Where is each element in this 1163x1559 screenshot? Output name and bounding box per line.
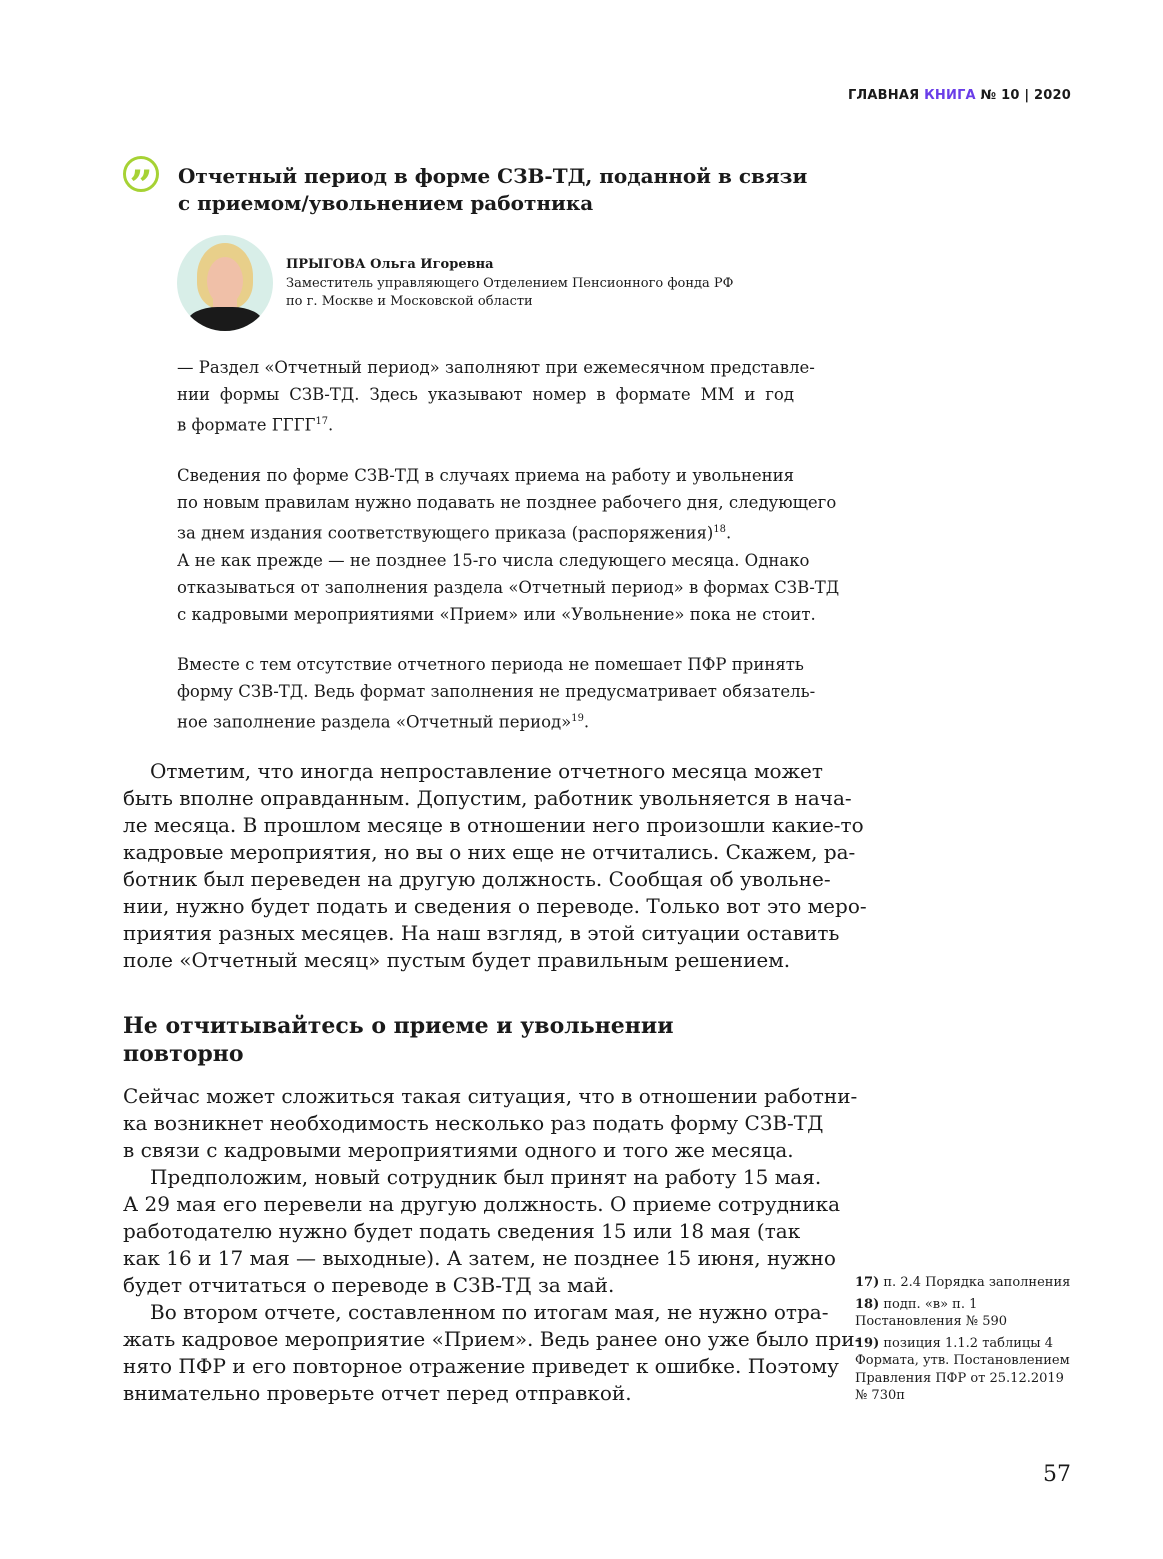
section-heading (123, 1012, 674, 1068)
footnote: 17) п. 2.4 Порядка заполнения (855, 1275, 1071, 1290)
text-line: будет отчитаться о переводе в СЗВ-ТД за май. (123, 1273, 615, 1297)
text-line: быть вполне оправданным. Допустим, работник увольняется в нача- (123, 786, 852, 810)
text-line: приятия разных месяцев. На наш взгляд, в этой ситуации оставить (123, 921, 840, 945)
brand-accent: КНИГА (924, 88, 976, 103)
title-line: с приемом/увольнением работника (178, 191, 594, 215)
author-position: Заместитель управляющего Отделением Пенсионного фонда РФ (286, 275, 734, 291)
brand-main: ГЛАВНАЯ (847, 88, 920, 103)
quote-icon: ” (123, 156, 159, 192)
text-line: ле месяца. В прошлом месяце в отношении него произошли какие-то (123, 813, 864, 837)
text-line: ботник был переведен на другую должность. Сообщая об увольне- (123, 867, 831, 891)
quote-paragraph (177, 462, 840, 628)
page-number: 57 (1043, 1462, 1071, 1487)
text-line: работодателю нужно будет подать сведения 15 или 18 мая (так (123, 1219, 801, 1243)
text-line: кадровые мероприятия, но вы о них еще не отчитались. Скажем, ра- (123, 840, 856, 864)
text-line: форму СЗВ-ТД. Ведь формат заполнения не предусматривает обязатель- (177, 682, 816, 701)
footnote: 18) подп. «в» п. 1 Постановления № 590 (855, 1296, 1008, 1329)
text-line: Предположим, новый сотрудник был принят на работу 15 мая. (150, 1165, 822, 1189)
author-position: по г. Москве и Московской области (286, 294, 533, 309)
text-line: нии формы СЗВ-ТД. Здесь указывают номер в формате ММ и год (177, 385, 794, 404)
text-line: внимательно проверьте отчет перед отправкой. (123, 1381, 632, 1405)
author-name: ПРЫГОВА Ольга Игоревна (286, 257, 494, 272)
expert-quote-title (178, 163, 807, 217)
text-line: отказываться от заполнения раздела «Отчетный период» в формах СЗВ-ТД (177, 577, 840, 597)
text-line: Во втором отчете, составленном по итогам мая, не нужно отра- (150, 1300, 829, 1324)
heading-line: Не отчитывайтесь о приеме и увольнении (123, 1013, 674, 1039)
footnote-ref: 18 (713, 524, 726, 535)
text-line: — Раздел «Отчетный период» заполняют при ежемесячном представле- (177, 358, 815, 377)
text-line: А не как прежде — не позднее 15-го числа следующего месяца. Однако (177, 550, 810, 570)
text-line: по новым правилам нужно подавать не позднее рабочего дня, следующего (177, 493, 837, 512)
title-line: Отчетный период в форме СЗВ-ТД, поданной в связи (178, 164, 808, 188)
footnotes (855, 1274, 1075, 1409)
text-line: в связи с кадровыми мероприятиями одного и того же месяца. (123, 1138, 794, 1162)
quote-paragraph (177, 651, 816, 736)
footnote-ref: 17 (315, 416, 329, 427)
text-line: Вместе с тем отсутствие отчетного периода не помешает ПФР принять (177, 655, 804, 674)
quote-paragraph (177, 354, 815, 439)
text-line: Сейчас может сложиться такая ситуация, что в отношении работни- (123, 1084, 858, 1108)
text-line: нято ПФР и его повторное отражение приведет к ошибке. Поэтому (123, 1354, 839, 1378)
text-line: с кадровыми мероприятиями «Прием» или «Увольнение» пока не стоит. (177, 604, 816, 624)
text-line: А 29 мая его перевели на другую должность. О приеме сотрудника (123, 1192, 841, 1216)
text-line: Сведения по форме СЗВ-ТД в случаях приема на работу и увольнения (177, 466, 794, 485)
text-line: нии, нужно будет подать и сведения о переводе. Только вот это меро- (123, 894, 867, 918)
text-line: поле «Отчетный месяц» пустым будет правильным решением. (123, 948, 791, 972)
text-line: жать кадровое мероприятие «Прием». Ведь ранее оно уже было при- (123, 1327, 862, 1351)
text-line: ка возникнет необходимость несколько раз подать форму СЗВ-ТД (123, 1111, 824, 1135)
body-paragraph (123, 1083, 862, 1407)
text-line: за днем издания соответствующего приказа (распоряжения)$^{18}$. (177, 523, 732, 543)
body-paragraph (123, 758, 867, 974)
text-line: ное заполнение раздела «Отчетный период»$^{19}$. (177, 712, 590, 732)
text-line: как 16 и 17 мая — выходные). А затем, не позднее 15 июня, нужно (123, 1246, 836, 1270)
text-line: Отметим, что иногда непроставление отчетного месяца может (150, 759, 823, 783)
footnote: 19) позиция 1.1.2 таблицы 4 Формата, утв. Постановлением Правления ПФР от 25.12.2019 № 730п (855, 1335, 1070, 1403)
running-header (848, 88, 1071, 103)
text-line: в формате ГГГГ$^{17}$. (177, 415, 334, 435)
author-info (286, 256, 733, 312)
footnote-ref: 19 (571, 713, 584, 724)
heading-line: повторно (123, 1041, 244, 1067)
author-avatar (177, 235, 273, 331)
issue-number: № 10 | 2020 (980, 88, 1071, 103)
